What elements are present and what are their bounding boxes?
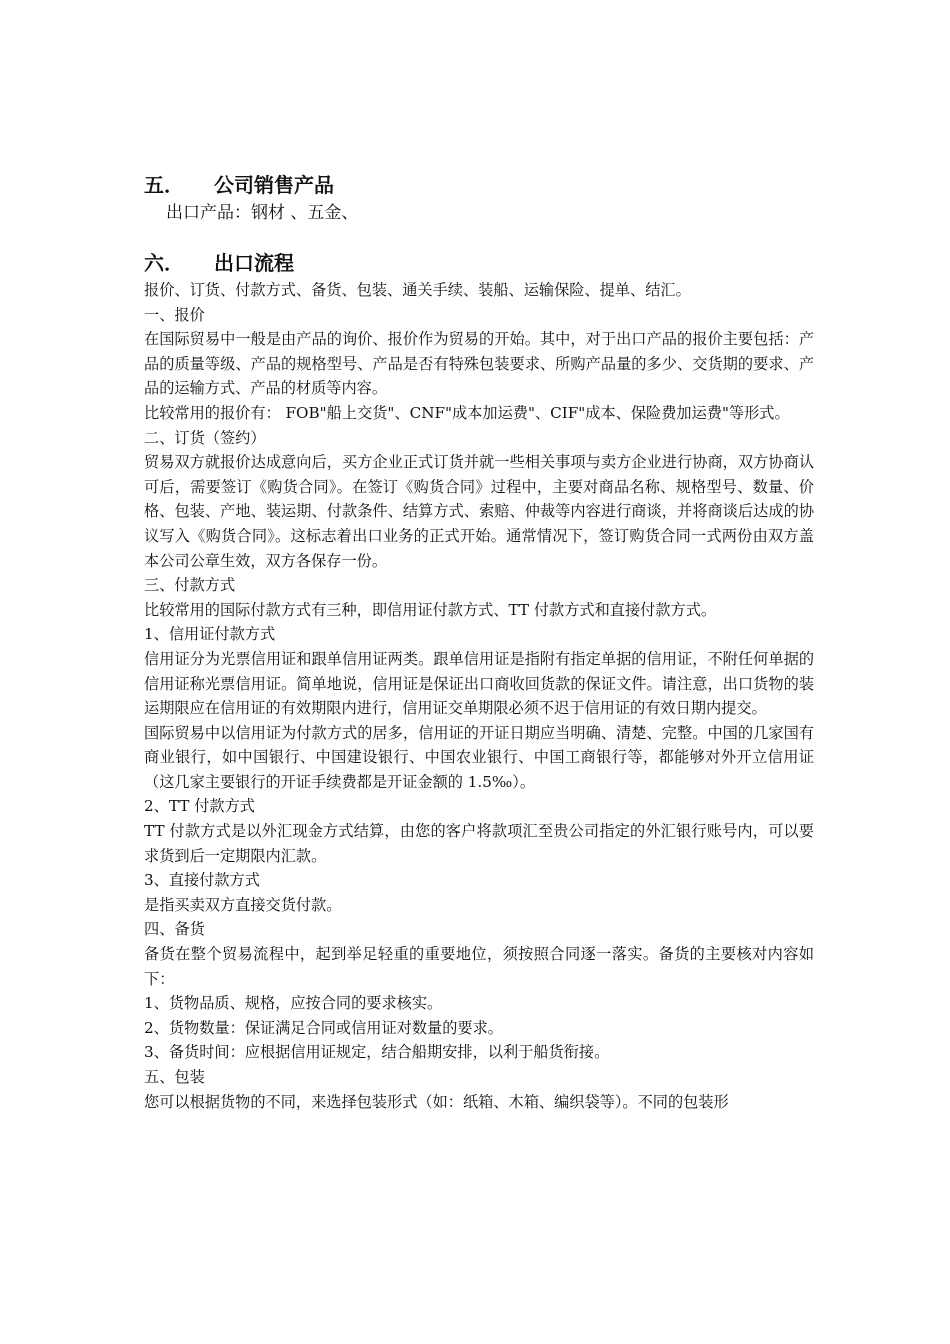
section-number: 五．: [144, 173, 184, 197]
subheading-stock-preparation: 四、备货: [144, 920, 205, 939]
paragraph-letter-of-credit: 信用证分为光票信用证和跟单信用证两类。跟单信用证是指附有指定单据的信用证，不附任何单据的信用证称光票信用证。简单地说，信用证是保证出口商收回货款的保证文件。请注意，出口货物的装运期限应在信用证的有效期限内进行，信用证交单期限必须不迟于信用证的有效日期内提交。: [144, 649, 814, 718]
paragraph-stock-preparation: 备货在整个贸易流程中，起到举足轻重的重要地位，须按照合同逐一落实。备货的主要核对内容如下：: [144, 945, 814, 988]
document-page: [144, 170, 814, 1114]
export-products-line: 出口产品：钢材 、五金、: [166, 203, 359, 223]
section-title: 公司销售产品: [214, 173, 334, 197]
section-number: 六．: [144, 251, 184, 275]
paragraph-direct-payment: 是指买卖双方直接交货付款。: [144, 895, 342, 914]
subheading-letter-of-credit: 1、信用证付款方式: [144, 625, 276, 644]
paragraph-ordering: 贸易双方就报价达成意向后，买方企业正式订货并就一些相关事项与卖方企业进行协商，双方协商认可后，需要签订《购货合同》。在签订《购货合同》过程中，主要对商品名称、规格型号、数量、价格、包装、产地、装运期、付款条件、结算方式、索赔、仲裁等内容进行商谈，并将商谈后达成的协议写入《购货合同》。这标志着出口业务的正式开始。通常情况下，签订购货合同一式两份由双方盖本公司公章生效，双方各保存一份。: [144, 453, 814, 570]
subheading-direct-payment: 3、直接付款方式: [144, 871, 260, 890]
list-item-timing: 3、备货时间：应根据信用证规定，结合船期安排，以利于船货衔接。: [144, 1043, 610, 1062]
process-steps-summary: 报价、订货、付款方式、备货、包装、通关手续、装船、运输保险、提单、结汇。: [144, 281, 691, 299]
section-title: 出口流程: [214, 251, 294, 275]
paragraph-packaging: 您可以根据货物的不同，来选择包装形式（如：纸箱、木箱、编织袋等）。不同的包装形: [144, 1092, 729, 1111]
paragraph-quotation: 在国际贸易中一般是由产品的询价、报价作为贸易的开始。其中，对于出口产品的报价主要包括：产品的质量等级、产品的规格型号、产品是否有特殊包装要求、所购产品量的多少、交货期的要求、产品的运输方式、产品的材质等内容。: [144, 330, 814, 398]
paragraph-payment-methods: 比较常用的国际付款方式有三种，即信用证付款方式、TT 付款方式和直接付款方式。: [144, 600, 717, 619]
list-item-quantity: 2、货物数量：保证满足合同或信用证对数量的要求。: [144, 1018, 503, 1037]
paragraph-letter-of-credit-banks: 国际贸易中以信用证为付款方式的居多，信用证的开证日期应当明确、清楚、完整。中国的几家国有商业银行，如中国银行、中国建设银行、中国农业银行、中国工商银行等，都能够对外开立信用证（这几家主要银行的开证手续费都是开证金额的 1.5‰）。: [144, 723, 814, 791]
paragraph-quotation-terms: 比较常用的报价有： FOB"船上交货"、CNF"成本加运费"、CIF"成本、保险费加运费"等形式。: [144, 403, 790, 422]
section-heading-company-products: [144, 170, 814, 200]
subheading-tt-payment: 2、TT 付款方式: [144, 797, 255, 816]
subheading-payment: 三、付款方式: [144, 576, 236, 595]
subheading-packaging: 五、包装: [144, 1068, 205, 1086]
subheading-ordering: 二、订货（签约）: [144, 428, 266, 447]
paragraph-tt-payment: TT 付款方式是以外汇现金方式结算，由您的客户将款项汇至贵公司指定的外汇银行账号内，可以要求货到后一定期限内汇款。: [144, 822, 814, 865]
list-item-quality: 1、货物品质、规格，应按合同的要求核实。: [144, 994, 443, 1013]
subheading-quotation: 一、报价: [144, 305, 205, 324]
section-heading-export-process: [144, 248, 814, 278]
